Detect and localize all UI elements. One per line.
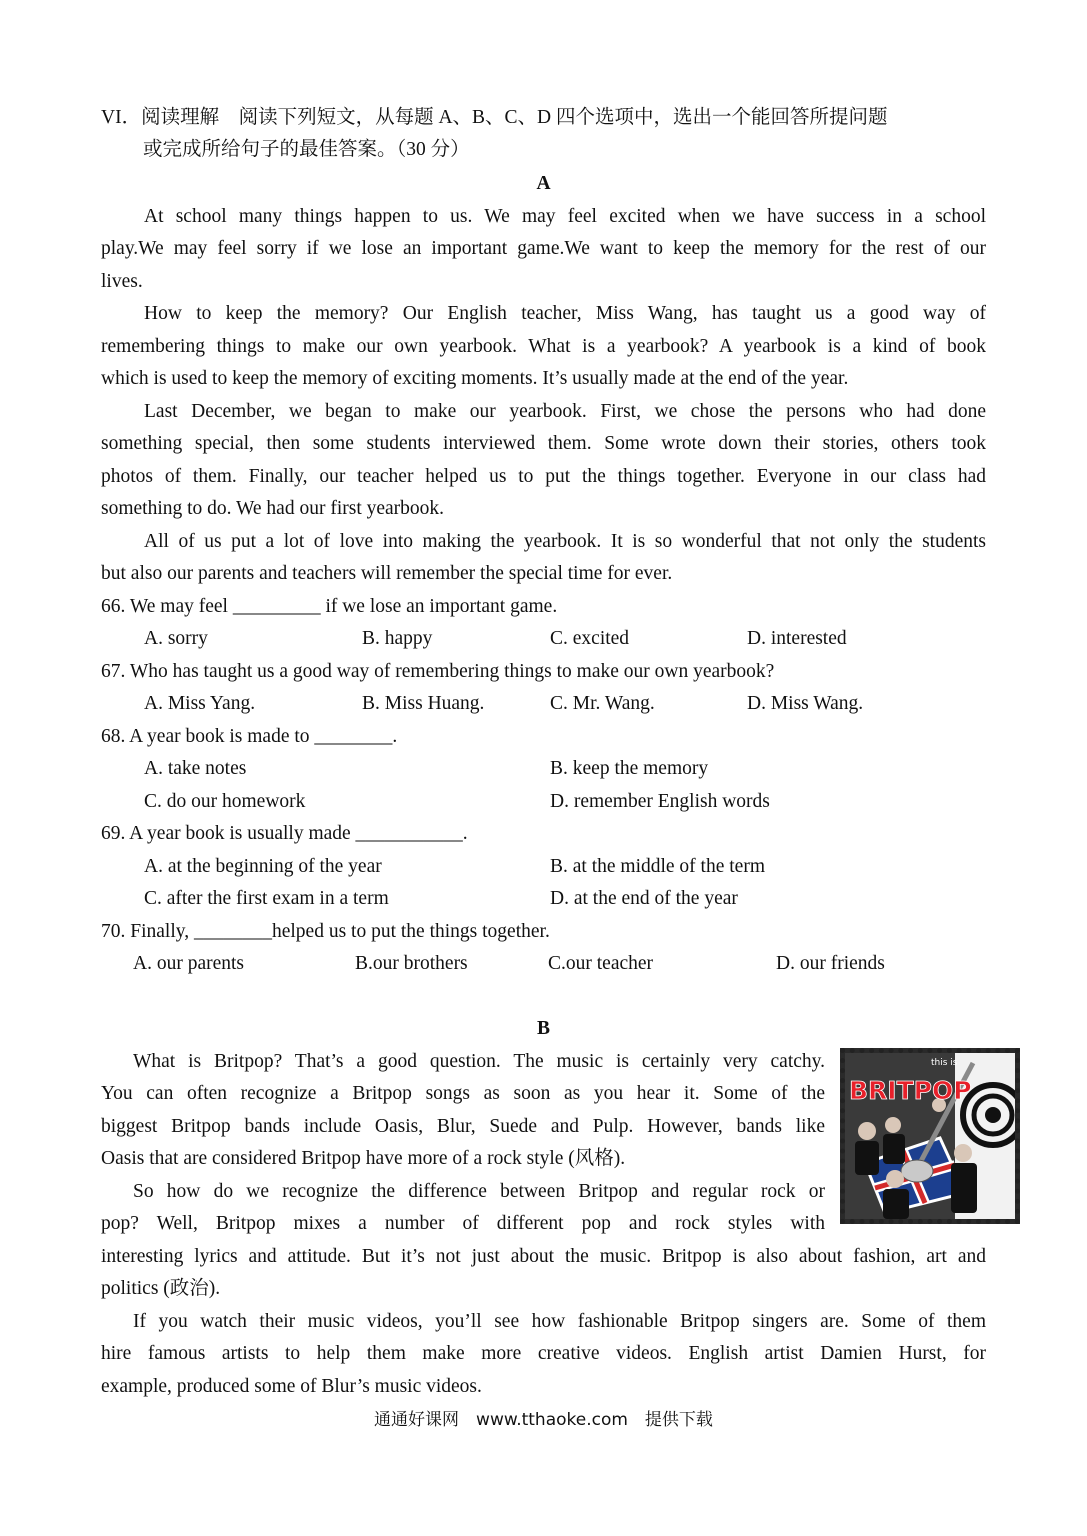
passage-b-heading: B [536,1018,550,1039]
passage-b-line: If you watch their music videos, you’ll see how fashionable Britpop singers are. Some of them [133,1311,986,1332]
answer-option: D. remember English words [550,791,770,812]
passage-b-line: You can often recognize a Britpop songs as soon as you hear it. Some of the [101,1083,825,1104]
logo-small-text: this is [931,1058,958,1068]
passage-b-line: politics (政治). [101,1278,221,1299]
answer-option: B.our brothers [355,953,468,974]
passage-b-line: What is Britpop? That’s a good question. The music is certainly very catchy. [133,1051,825,1072]
passage-a-line: How to keep the memory? Our English teacher, Miss Wang, has taught us a good way of [144,303,986,324]
answer-option: C.our teacher [548,953,654,974]
passage-a-line: At school many things happen to us. We may feel excited when we have success in a school [144,206,986,227]
passage-a-line: but also our parents and teachers will remember the special time for ever. [101,563,673,584]
passage-a-line: play.We may feel sorry if we lose an important game.We want to keep the memory for the rest of our [101,238,986,259]
passage-a-line: remembering things to make our own yearbook. What is a yearbook? A yearbook is a kind of book [101,336,986,357]
answer-option: D. at the end of the year [550,888,738,909]
passage-b-line: interesting lyrics and attitude. But it’s not just about the music. Britpop is also about fashion, art and [101,1246,986,1267]
passage-b-line: So how do we recognize the difference between Britpop and regular rock or [133,1181,825,1202]
answer-option: B. keep the memory [550,758,709,779]
answer-option: A. sorry [144,628,208,649]
answer-option: D. our friends [776,953,885,974]
britpop-image [840,1048,1020,1224]
passage-a-line: photos of them. Finally, our teacher helped us to put the things together. Everyone in our class had [101,466,986,487]
britpop-logo: BRITPOP [849,1076,972,1105]
passage-b-line: example, produced some of Blur’s music videos. [101,1376,482,1397]
answer-option: D. Miss Wang. [747,693,864,714]
passage-a-line: something special, then some students interviewed them. Some wrote down their stories, others took [101,433,986,454]
answer-option: A. take notes [144,758,247,779]
answer-option: D. interested [747,628,847,649]
passage-a-heading: A [536,173,551,194]
question-stem: 70. Finally, ________helped us to put the things together. [101,921,550,942]
answer-option: A. our parents [133,953,245,974]
passage-a-line: Last December, we began to make our yearbook. First, we chose the persons who had done [144,401,986,422]
passage-b-line: Oasis that are considered Britpop have more of a rock style (风格). [101,1148,626,1169]
answer-option: B. happy [362,628,433,649]
passage-b-line: hire famous artists to help them make more creative videos. English artist Damien Hurst, for [101,1343,986,1364]
answer-option: A. Miss Yang. [144,693,256,714]
answer-option: B. Miss Huang. [362,693,485,714]
question-stem: 67. Who has taught us a good way of remembering things to make our own yearbook? [101,661,775,682]
answer-option: C. excited [550,628,630,649]
passage-b-line: pop? Well, Britpop mixes a number of different pop and rock styles with [101,1213,825,1234]
section-instructions-cont: 或完成所给句子的最佳答案。（30 分） [143,139,470,160]
answer-option: B. at the middle of the term [550,856,765,877]
answer-option: C. do our homework [144,791,306,812]
answer-option: A. at the beginning of the year [144,856,382,877]
passage-b-line: biggest Britpop bands include Oasis, Blur, Suede and Pulp. However, bands like [101,1116,825,1137]
question-stem: 68. A year book is made to ________. [101,726,398,747]
passage-a-line: which is used to keep the memory of exciting moments. It’s usually made at the end of the year. [101,368,849,389]
section-instructions: VI．阅读理解 阅读下列短文，从每题 A、B、C、D 四个选项中，选出一个能回答所提问题 [101,107,888,128]
question-stem: 69. A year book is usually made ___________. [101,823,468,844]
passage-a-line: lives. [101,271,143,292]
page-footer: 通通好课网 www.tthaoke.com 提供下载 [374,1410,713,1430]
answer-option: C. after the first exam in a term [144,888,389,909]
passage-a-line: All of us put a lot of love into making the yearbook. It is so wonderful that not only the students [144,531,986,552]
question-stem: 66. We may feel _________ if we lose an important game. [101,596,558,617]
britpop-collage [845,1053,1015,1219]
passage-a-line: something to do. We had our first yearbook. [101,498,445,519]
answer-option: C. Mr. Wang. [550,693,655,714]
